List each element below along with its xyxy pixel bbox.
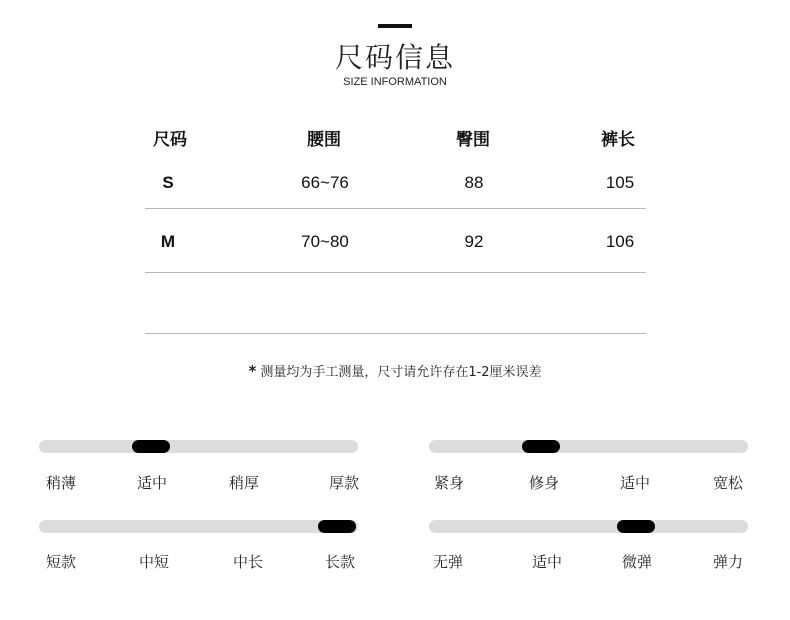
scale-indicator [617, 520, 655, 533]
scale-label: 短款 [45, 553, 77, 571]
row-divider [145, 272, 646, 273]
cell-hip-s: 88 [464, 173, 484, 192]
scale-label: 适中 [136, 474, 168, 492]
scale-label: 微弹 [621, 553, 653, 571]
header-waist: 腰围 [307, 130, 341, 150]
cell-length-m: 106 [605, 232, 635, 251]
scale-label: 紧身 [433, 474, 465, 492]
scale-label: 稍薄 [45, 474, 77, 492]
header-hip: 臀围 [456, 130, 490, 150]
scale-label: 适中 [531, 553, 563, 571]
scale-label: 无弹 [432, 553, 464, 571]
scale-label: 中长 [232, 553, 264, 571]
cell-size-m: M [160, 232, 176, 251]
scale-label: 稍厚 [228, 474, 260, 492]
scale-track [39, 520, 358, 533]
note-asterisk: * [248, 362, 257, 380]
header-size: 尺码 [153, 130, 187, 150]
scale-track [39, 440, 358, 453]
header-length: 裤长 [601, 130, 635, 150]
row-divider [145, 208, 646, 209]
scale-label: 中短 [138, 553, 170, 571]
title-accent-bar [378, 24, 412, 28]
scale-label: 弹力 [712, 553, 744, 571]
scale-label: 长款 [324, 553, 356, 571]
scale-label: 厚款 [328, 474, 360, 492]
page-subtitle: SIZE INFORMATION [343, 76, 447, 88]
table-bottom-divider [145, 333, 646, 334]
scale-indicator [318, 520, 356, 533]
scale-label: 修身 [528, 474, 560, 492]
scale-indicator [132, 440, 170, 453]
scale-track [429, 520, 748, 533]
cell-waist-m: 70~80 [301, 232, 349, 251]
scale-label: 宽松 [712, 474, 744, 492]
scale-label: 适中 [619, 474, 651, 492]
page-title: 尺码信息 [334, 41, 455, 74]
scale-track [429, 440, 748, 453]
measurement-note [0, 361, 790, 380]
cell-length-s: 105 [605, 173, 635, 192]
note-text: 测量均为手工测量，尺寸请允许存在1-2厘米误差 [260, 365, 542, 380]
cell-hip-m: 92 [464, 232, 484, 251]
cell-size-s: S [162, 173, 174, 192]
scale-indicator [522, 440, 560, 453]
cell-waist-s: 66~76 [301, 173, 349, 192]
